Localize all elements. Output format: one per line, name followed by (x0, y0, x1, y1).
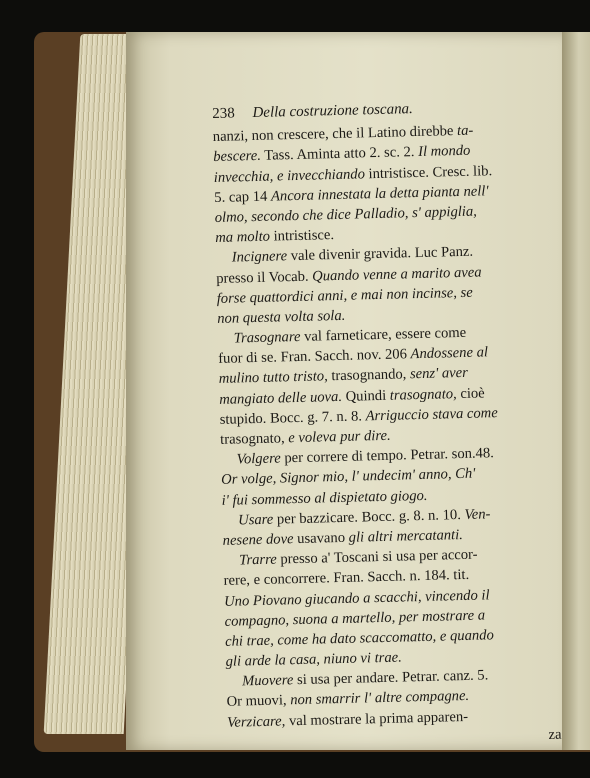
text-run: gli altri mercatanti. (348, 526, 464, 546)
text-run: intristisce. Cresc. lib. (364, 162, 493, 182)
text-run: Uno Piovano giucando a scacchi, vincendo il (223, 586, 490, 610)
text-run: invecchia, e invecchiando (213, 165, 366, 186)
text-run: cioè (456, 385, 485, 402)
text-run: per bazzicare. Bocc. g. 8. n. 10. (273, 506, 465, 528)
text-run: trasognando, (327, 366, 411, 385)
text-run: nesene dove (222, 531, 294, 549)
text-run: fuor di se. Fran. Sacch. nov. 206 (218, 346, 411, 368)
text-run: presso a' Toscani si usa per accor- (276, 546, 478, 568)
text-run: trasognato, (389, 385, 457, 404)
text-run: stupido. Bocc. g. 7. n. 8. (219, 408, 366, 428)
text-run: Trarre (238, 551, 277, 569)
text-run: non questa volta sola. (217, 307, 346, 327)
text-run: e voleva pur dire. (288, 427, 391, 447)
text-run: olmo, secondo che dice Palladio, s' appiglia, (214, 203, 478, 226)
text-run: trasognato, (220, 430, 289, 448)
text-run: non smarrir l' altre compagne. (290, 688, 470, 709)
text-run: val mostrare la prima apparen- (285, 708, 469, 730)
text-run: 5. cap 14 (214, 188, 272, 206)
text-run: Quando venne a marito avea (311, 263, 482, 285)
text-run: vale divenir gravida. Luc Panz. (286, 243, 474, 265)
text-run: mangiato delle uova. (219, 388, 343, 408)
text-run: val farneticare, essere come (300, 324, 467, 345)
facing-page-gutter (562, 32, 590, 750)
text-run: Arriguccio stava come (365, 404, 498, 425)
text-run: i' fui sommesso al dispietato giogo. (221, 487, 428, 509)
body-text (213, 119, 568, 733)
text-run: Or muovi, (226, 692, 291, 711)
text-run: Tass. Aminta atto 2. sc. 2. (260, 144, 419, 165)
running-head-title: Della costruzione toscana. (252, 101, 414, 122)
text-run: chi trae, come ha dato scaccomatto, e quando (224, 627, 494, 650)
text-run: presso il Vocab. (216, 268, 313, 287)
text-run: intristisce. (269, 227, 335, 245)
text-run: Quindi (341, 387, 391, 405)
text-run: Volgere (236, 450, 281, 468)
page-text-block (212, 96, 568, 753)
text-run: gli arde la casa, niuno vi trae. (225, 649, 402, 670)
text-run: compagno, suona a martello, per mostrare a (224, 607, 486, 630)
text-run: usavano (293, 529, 349, 548)
text-run: Verzicare, (226, 713, 286, 731)
text-run: Incignere (231, 248, 288, 266)
text-run: mulino tutto tristo, (218, 368, 328, 388)
text-run: Il mondo (417, 143, 471, 161)
text-run: Andossene al (410, 344, 489, 363)
text-run: Muovere (241, 672, 294, 690)
page-number: 238 (212, 105, 235, 122)
text-run: Trasognare (233, 328, 301, 347)
text-run: rere, e concorrere. Fran. Sacch. n. 184. tit. (223, 567, 470, 590)
text-run: per correre di tempo. Petrar. son.48. (280, 445, 495, 467)
text-run: bescere. (213, 148, 262, 166)
text-run: forse quattordici anni, e mai non incinse, se (216, 284, 473, 307)
text-run: Ancora innestata la detta pianta nell' (270, 183, 489, 205)
text-run: Ven- (464, 506, 491, 523)
text-run: Usare (237, 511, 274, 529)
text-run: Or volge, Signor mio, l' undecim' anno, Ch' (221, 466, 476, 489)
text-run: si usa per andare. Petrar. canz. 5. (293, 667, 489, 689)
text-run: ma molto (215, 228, 271, 247)
catchword: za (548, 726, 562, 743)
text-run: nanzi, non crescere, che il Latino direbbe (212, 123, 458, 146)
text-run: senz' aver (409, 365, 469, 383)
text-run: ta- (456, 122, 474, 140)
